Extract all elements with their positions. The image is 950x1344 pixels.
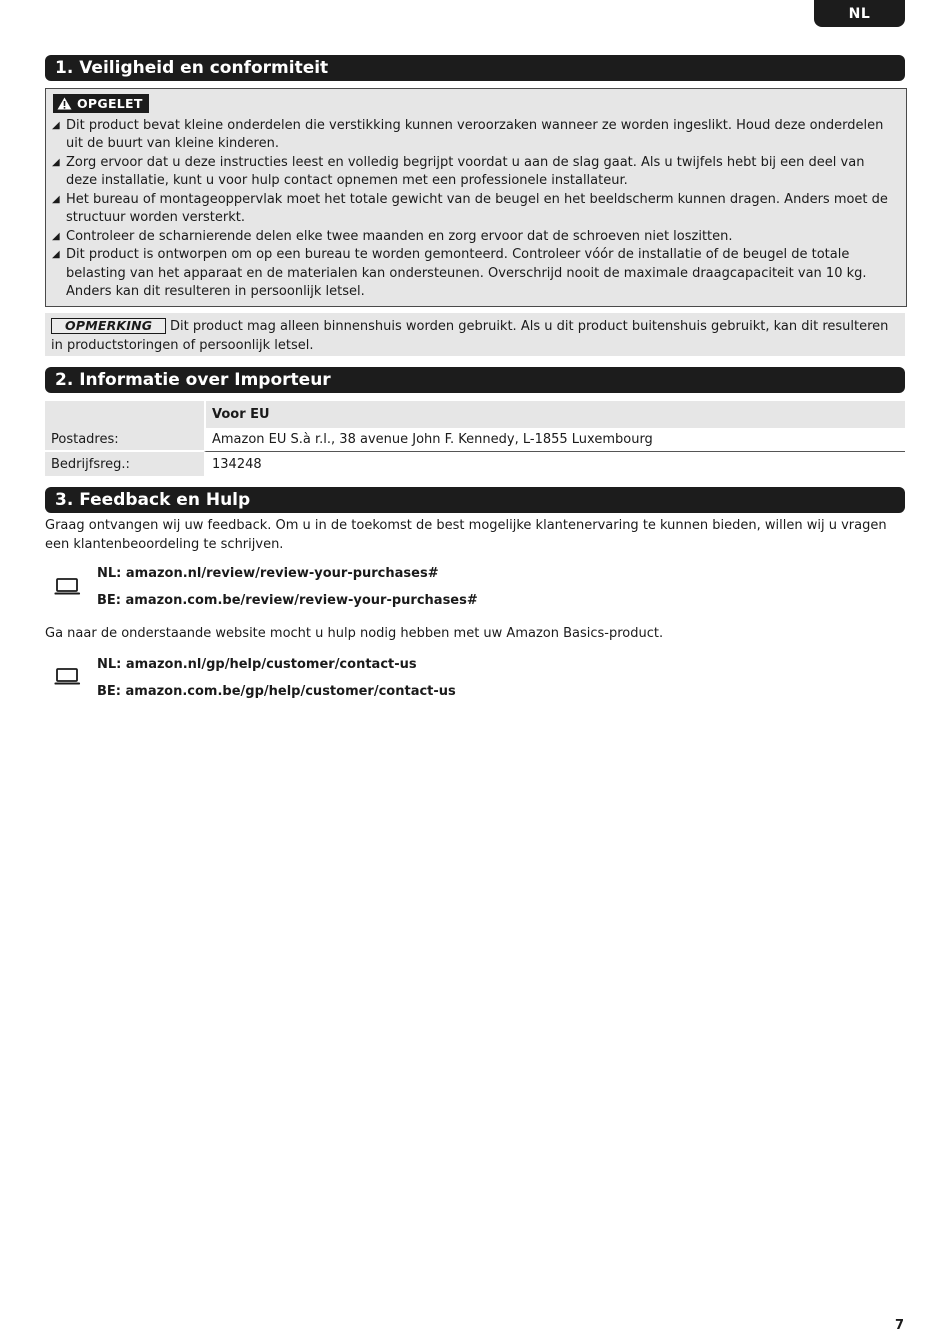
bullet-icon: ◢ <box>52 156 60 168</box>
bullet-icon: ◢ <box>52 193 60 205</box>
review-link-be[interactable]: BE: amazon.com.be/review/review-your-purchases# <box>97 593 478 608</box>
warning-item <box>52 228 898 246</box>
help-text: Ga naar de onderstaande website mocht u hulp nodig hebben met uw Amazon Basics-product. <box>45 626 664 641</box>
warning-item-text: Controleer de scharnierende delen elke twee maanden en zorg ervoor dat de schroeven niet loszitten. <box>66 228 733 244</box>
help-link-nl[interactable]: NL: amazon.nl/gp/help/customer/contact-us <box>97 657 417 672</box>
note-box <box>45 313 905 356</box>
table-row-value: Amazon EU S.à r.l., 38 avenue John F. Kennedy, L-1855 Luxembourg <box>204 428 905 452</box>
warning-list <box>52 117 898 301</box>
warning-item <box>52 246 898 301</box>
table-header-region: Voor EU <box>204 401 905 428</box>
page-number: 7 <box>895 1318 905 1333</box>
warning-triangle-icon <box>57 97 72 110</box>
bullet-icon: ◢ <box>52 230 60 242</box>
warning-item-text: Dit product is ontworpen om op een bureau te worden gemonteerd. Controleer vóór de installatie of de beugel de totale belasting van het apparaat en de materialen kan ondersteunen. Overschrijd nooit de maximale draagcapaciteit van 10 kg. Anders kan dit resulteren in persoonlijk letsel. <box>66 247 867 299</box>
table-header-row <box>45 401 905 428</box>
warning-label-text: OPGELET <box>77 96 143 111</box>
warning-box <box>45 88 907 307</box>
warning-item <box>52 154 898 191</box>
warning-item-text: Zorg ervoor dat u deze instructies leest en volledig begrijpt voordat u aan de slag gaat. Als u twijfels hebt bij een deel van deze installatie, kunt u voor hulp contact opnemen met een professionele installateur. <box>66 154 865 189</box>
warning-item <box>52 117 898 154</box>
note-text: Dit product mag alleen binnenshuis worden gebruikt. Als u dit product buitenshuis gebruikt, kan dit resulteren in productstoringen of persoonlijk letsel. <box>51 319 889 353</box>
review-link-nl[interactable]: NL: amazon.nl/review/review-your-purchases# <box>97 566 439 581</box>
section-2-title: 2. Informatie over Importeur <box>45 367 905 393</box>
laptop-icon <box>54 668 81 686</box>
table-row <box>45 428 905 452</box>
laptop-icon <box>54 578 81 596</box>
table-row <box>45 452 905 476</box>
table-row-value: 134248 <box>204 452 905 476</box>
bullet-icon: ◢ <box>52 120 60 131</box>
warning-item <box>52 191 898 228</box>
feedback-intro: Graag ontvangen wij uw feedback. Om u in de toekomst de best mogelijke klantenervaring te kunnen bieden, willen wij u vragen een klantenbeoordeling te schrijven. <box>45 518 887 552</box>
warning-item-text: Het bureau of montageoppervlak moet het totale gewicht van de beugel en het beeldscherm kunnen dragen. Anders moet de structuur worden versterkt. <box>66 191 888 226</box>
importer-table <box>45 401 905 476</box>
table-row-label: Postadres: <box>45 428 204 452</box>
bullet-icon: ◢ <box>52 249 60 261</box>
table-header-empty <box>45 401 204 428</box>
warning-label <box>53 94 149 113</box>
warning-item-text: Dit product bevat kleine onderdelen die verstikking kunnen veroorzaken wanneer ze worden ingeslikt. Houd deze onderdelen uit de buurt van kleine kinderen. <box>66 118 884 152</box>
section-1-title: 1. Veiligheid en conformiteit <box>45 55 905 81</box>
table-row-label: Bedrijfsreg.: <box>45 452 204 476</box>
note-label: OPMERKING <box>51 318 166 334</box>
section-3-title: 3. Feedback en Hulp <box>45 487 905 513</box>
help-link-be[interactable]: BE: amazon.com.be/gp/help/customer/contact-us <box>97 684 456 699</box>
language-tab: NL <box>814 0 905 27</box>
